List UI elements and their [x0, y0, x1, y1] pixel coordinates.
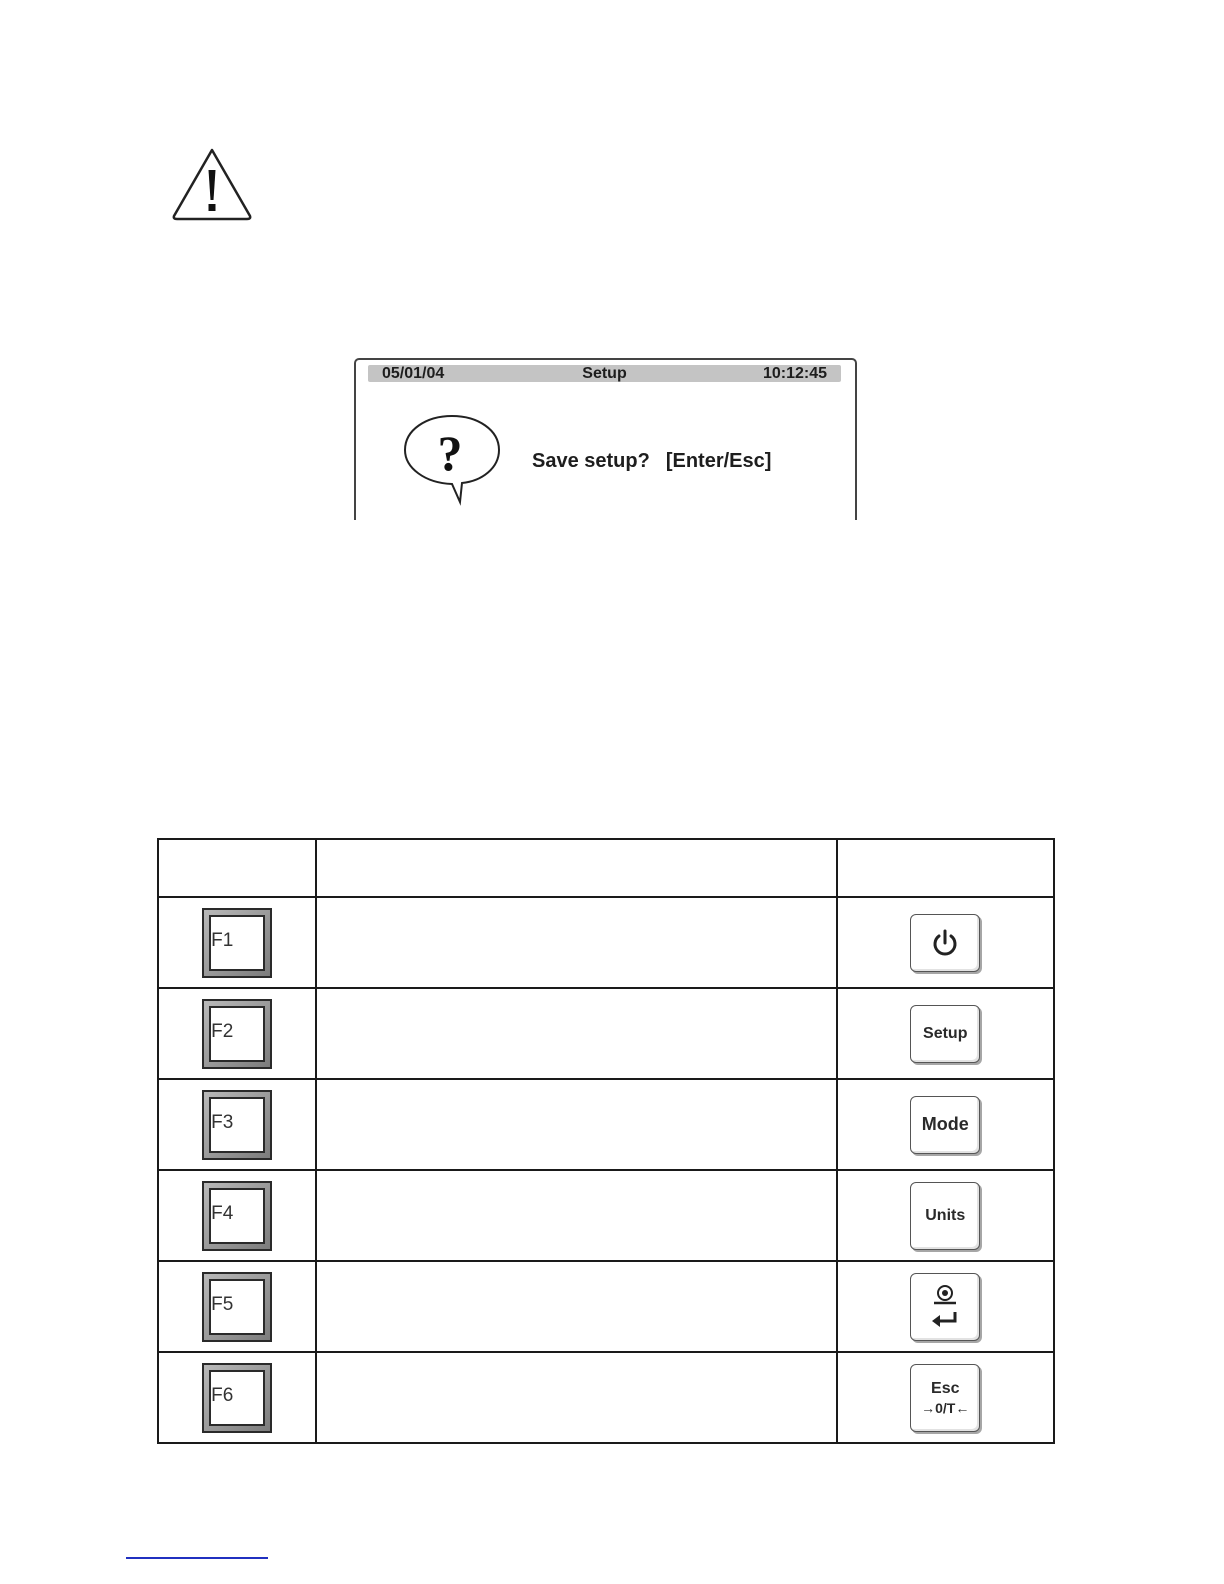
header-pc-key: [158, 839, 316, 897]
pc-key-cell: [158, 988, 316, 1079]
print-enter-key: [910, 1273, 980, 1341]
balance-key-cell: [837, 897, 1055, 988]
f5-key: [202, 1272, 272, 1342]
pc-key-cell: [158, 1079, 316, 1170]
description-cell: [316, 897, 836, 988]
f3-key: [202, 1090, 272, 1160]
balance-key-cell: [837, 1170, 1055, 1261]
power-key: [910, 914, 980, 972]
balance-key-cell: [837, 1261, 1055, 1352]
power-icon: [930, 928, 960, 958]
mode-key: [910, 1096, 980, 1154]
lcd-screen: [354, 358, 857, 520]
lcd-message: [532, 450, 771, 473]
key-mapping-table: [157, 838, 1055, 1444]
description-cell: [316, 1079, 836, 1170]
pc-key-cell: [158, 1170, 316, 1261]
esc-key-label: Esc: [931, 1379, 960, 1397]
table-row: [158, 1261, 1054, 1352]
table-row: [158, 1352, 1054, 1443]
description-cell: [316, 1352, 836, 1443]
f2-key: [202, 999, 272, 1069]
mode-key-label: Mode: [921, 1114, 969, 1134]
balance-key-cell: [837, 1079, 1055, 1170]
f1-key: [202, 908, 272, 978]
lcd-title: Setup: [582, 365, 627, 382]
lcd-status-bar: [368, 365, 841, 382]
table-row: [158, 988, 1054, 1079]
description-cell: [316, 1261, 836, 1352]
f5-key-label: F5: [211, 1293, 234, 1315]
f2-key-label: F2: [211, 1020, 234, 1042]
f3-key-label: F3: [211, 1111, 234, 1133]
lcd-time: 10:12:45: [762, 365, 827, 382]
balance-key-cell: [837, 1352, 1055, 1443]
pc-key-cell: [158, 1261, 316, 1352]
lcd-keys-hint: [Enter/Esc]: [665, 450, 772, 472]
f6-key: [202, 1363, 272, 1433]
table-row: [158, 1079, 1054, 1170]
pc-key-cell: [158, 1352, 316, 1443]
f4-key-label: F4: [211, 1202, 234, 1224]
setup-key-label: Setup: [923, 1024, 968, 1042]
description-cell: [316, 988, 836, 1079]
header-balance-key: [837, 839, 1055, 897]
lcd-question-glyph: ?: [437, 425, 463, 481]
print-enter-icon: [925, 1282, 965, 1332]
units-key: [910, 1182, 980, 1250]
table-header-row: [158, 839, 1054, 897]
setup-key: [910, 1005, 980, 1063]
header-description: [316, 839, 836, 897]
zero-tare-key-label: →0/T←: [921, 1399, 970, 1416]
lcd-message-text: Save setup?: [532, 450, 650, 472]
description-cell: [316, 1170, 836, 1261]
f1-key-label: F1: [211, 929, 234, 951]
question-bubble-icon: [400, 410, 504, 508]
units-key-label: Units: [925, 1206, 966, 1224]
f4-key: [202, 1181, 272, 1251]
pc-key-cell: [158, 897, 316, 988]
table-row: [158, 897, 1054, 988]
f6-key-label: F6: [211, 1384, 234, 1406]
table-row: [158, 1170, 1054, 1261]
esc-zero-tare-key: [910, 1364, 980, 1432]
lcd-date: 05/01/04: [382, 365, 445, 382]
warning-icon: [170, 146, 254, 222]
footer-rule: [126, 1557, 268, 1559]
balance-key-cell: [837, 988, 1055, 1079]
